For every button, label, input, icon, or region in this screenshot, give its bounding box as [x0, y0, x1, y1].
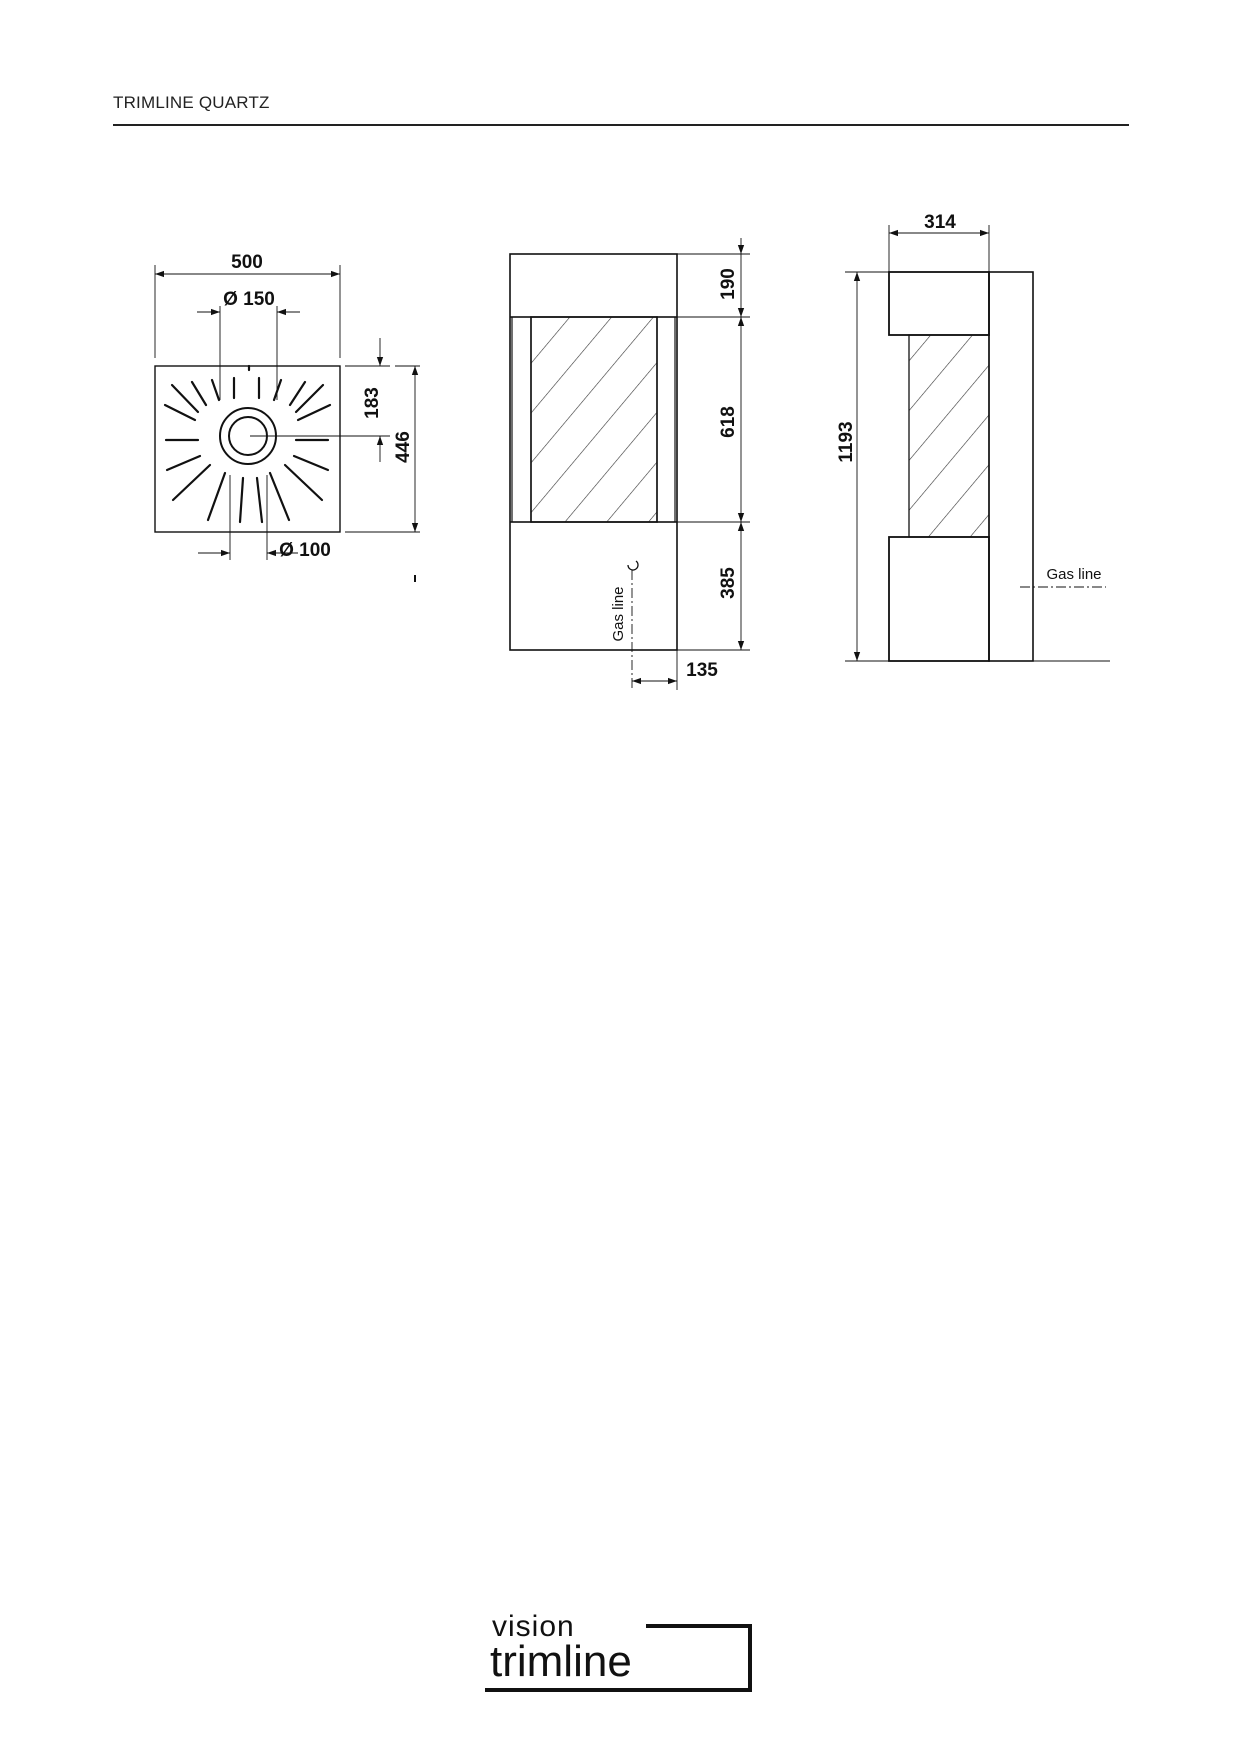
top-view: [155, 265, 420, 582]
glass-window: [531, 317, 657, 522]
dim-width-500: 500: [231, 252, 263, 273]
dim-gas-offset-135: 135: [686, 660, 718, 681]
dim-inlet-100: Ø 100: [279, 540, 331, 561]
logo-line-trimline: trimline: [490, 1637, 632, 1686]
front-gas-line-label: Gas line: [610, 586, 627, 642]
gas-inlet-symbol: [628, 561, 638, 570]
dim-offset-183: 183: [362, 387, 383, 419]
dim-window-618: 618: [718, 406, 739, 438]
side-gas-line-label: Gas line: [1046, 566, 1102, 583]
side-glass: [909, 335, 989, 537]
vision-trimline-logo: [484, 1604, 754, 1696]
document-title: TRIMLINE QUARTZ: [113, 93, 270, 112]
dim-flue-150: Ø 150: [223, 289, 275, 310]
dim-bottom-385: 385: [718, 567, 739, 599]
dim-height-1193: 1193: [836, 421, 857, 463]
dim-depth-446: 446: [393, 431, 414, 463]
logo-line-vision: vision: [492, 1610, 575, 1643]
dim-top-190: 190: [718, 268, 739, 300]
side-view: [845, 225, 1110, 661]
front-view: [510, 238, 750, 690]
dim-side-depth-314: 314: [924, 212, 956, 233]
wall-panel: [989, 272, 1033, 661]
